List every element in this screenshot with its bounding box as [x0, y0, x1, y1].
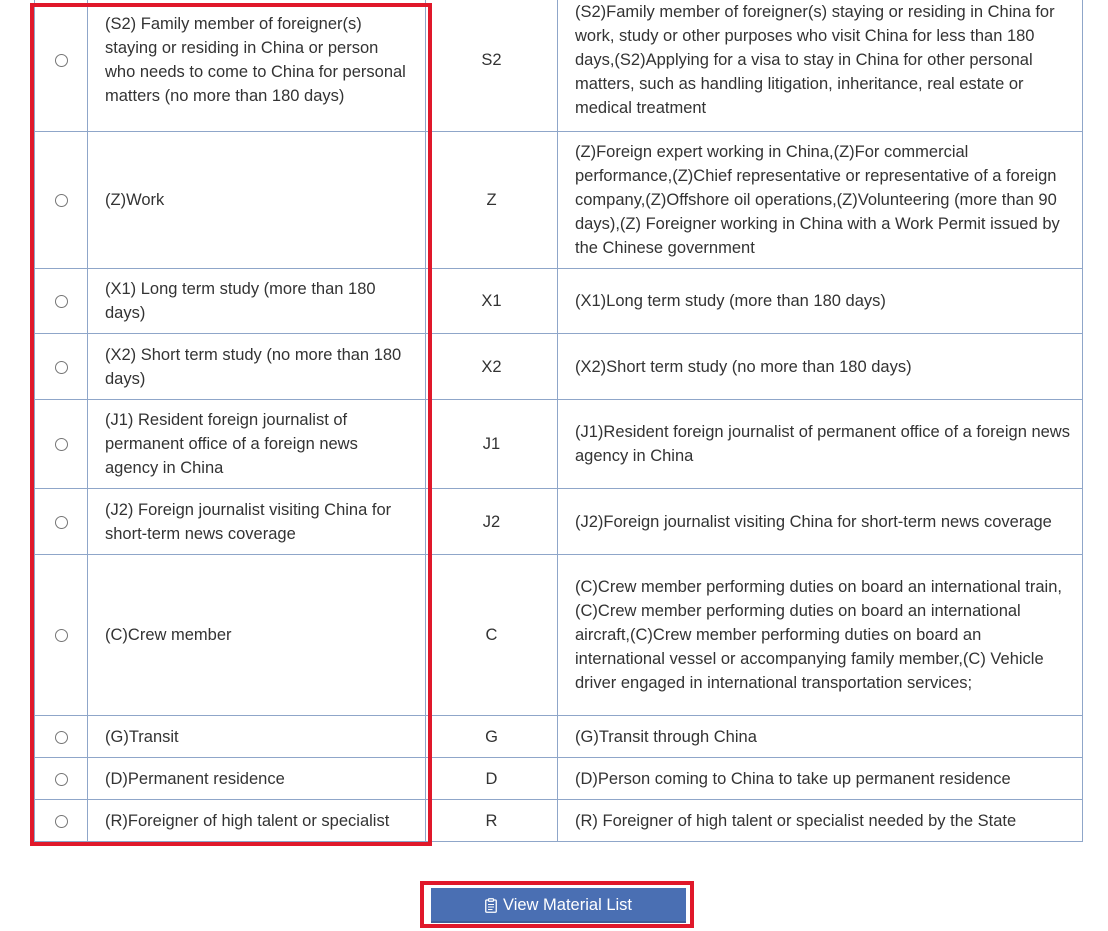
visa-type-code: J1 — [426, 400, 558, 489]
radio-cell[interactable] — [35, 334, 88, 400]
view-material-list-label: View Material List — [503, 896, 632, 914]
table-row[interactable] — [35, 400, 1083, 489]
visa-type-name: (J1) Resident foreign journalist of permanent office of a foreign news agency in China — [88, 400, 426, 489]
visa-type-description: (R) Foreigner of high talent or specialist needed by the State — [558, 800, 1083, 842]
visa-type-code: G — [426, 716, 558, 758]
visa-type-radio[interactable] — [55, 438, 68, 451]
visa-type-radio[interactable] — [55, 361, 68, 374]
radio-cell[interactable] — [35, 555, 88, 716]
visa-type-code: X2 — [426, 334, 558, 400]
table-row[interactable] — [35, 132, 1083, 269]
table-row[interactable] — [35, 800, 1083, 842]
visa-type-table — [34, 0, 1083, 842]
visa-type-name: (S2) Family member of foreigner(s) staying or residing in China or person who needs to come to China for personal matters (no more than 180 days) — [88, 0, 426, 132]
radio-cell[interactable] — [35, 800, 88, 842]
table-row[interactable] — [35, 555, 1083, 716]
visa-type-name: (R)Foreigner of high talent or specialist — [88, 800, 426, 842]
visa-type-name: (Z)Work — [88, 132, 426, 269]
visa-type-name: (J2) Foreign journalist visiting China for short-term news coverage — [88, 489, 426, 555]
visa-type-description: (X2)Short term study (no more than 180 days) — [558, 334, 1083, 400]
visa-type-code: R — [426, 800, 558, 842]
visa-type-radio[interactable] — [55, 629, 68, 642]
visa-type-radio[interactable] — [55, 815, 68, 828]
radio-cell[interactable] — [35, 400, 88, 489]
visa-type-name: (D)Permanent residence — [88, 758, 426, 800]
radio-cell[interactable] — [35, 132, 88, 269]
clipboard-icon — [485, 898, 497, 913]
visa-type-radio[interactable] — [55, 516, 68, 529]
radio-cell[interactable] — [35, 716, 88, 758]
table-row[interactable] — [35, 334, 1083, 400]
view-material-list-button[interactable] — [431, 888, 686, 923]
visa-type-radio[interactable] — [55, 731, 68, 744]
visa-type-radio[interactable] — [55, 194, 68, 207]
visa-type-description: (X1)Long term study (more than 180 days) — [558, 269, 1083, 334]
visa-type-code: Z — [426, 132, 558, 269]
table-row[interactable] — [35, 0, 1083, 132]
visa-type-code: X1 — [426, 269, 558, 334]
visa-type-name: (G)Transit — [88, 716, 426, 758]
visa-type-description: (J1)Resident foreign journalist of permanent office of a foreign news agency in China — [558, 400, 1083, 489]
radio-cell[interactable] — [35, 0, 88, 132]
visa-type-code: D — [426, 758, 558, 800]
visa-type-code: J2 — [426, 489, 558, 555]
visa-type-description: (G)Transit through China — [558, 716, 1083, 758]
radio-cell[interactable] — [35, 758, 88, 800]
visa-type-radio[interactable] — [55, 295, 68, 308]
visa-type-name: (X1) Long term study (more than 180 days) — [88, 269, 426, 334]
table-row[interactable] — [35, 716, 1083, 758]
visa-type-name: (X2) Short term study (no more than 180 days) — [88, 334, 426, 400]
visa-type-description: (J2)Foreign journalist visiting China for short-term news coverage — [558, 489, 1083, 555]
visa-type-code: S2 — [426, 0, 558, 132]
visa-type-radio[interactable] — [55, 773, 68, 786]
visa-type-description: (D)Person coming to China to take up permanent residence — [558, 758, 1083, 800]
visa-type-description: (Z)Foreign expert working in China,(Z)For commercial performance,(Z)Chief representative or representative of a foreign company,(Z)Offshore oil operations,(Z)Volunteering (more than 90 days),(Z) Foreigner working in China with a Work Permit issued by the Chinese government — [558, 132, 1083, 269]
table-row[interactable] — [35, 758, 1083, 800]
visa-type-code: C — [426, 555, 558, 716]
table-row[interactable] — [35, 489, 1083, 555]
radio-cell[interactable] — [35, 489, 88, 555]
visa-type-name: (C)Crew member — [88, 555, 426, 716]
table-row[interactable] — [35, 269, 1083, 334]
visa-type-description: (S2)Family member of foreigner(s) staying or residing in China for work, study or other purposes who visit China for less than 180 days,(S2)Applying for a visa to stay in China for other personal matters, such as handling litigation, inheritance, real estate or medical treatment — [558, 0, 1083, 132]
visa-type-description: (C)Crew member performing duties on board an international train,(C)Crew member performing duties on board an international aircraft,(C)Crew member performing duties on board an international vessel or accompanying family member,(C) Vehicle driver engaged in international transportation services; — [558, 555, 1083, 716]
visa-type-radio[interactable] — [55, 54, 68, 67]
radio-cell[interactable] — [35, 269, 88, 334]
